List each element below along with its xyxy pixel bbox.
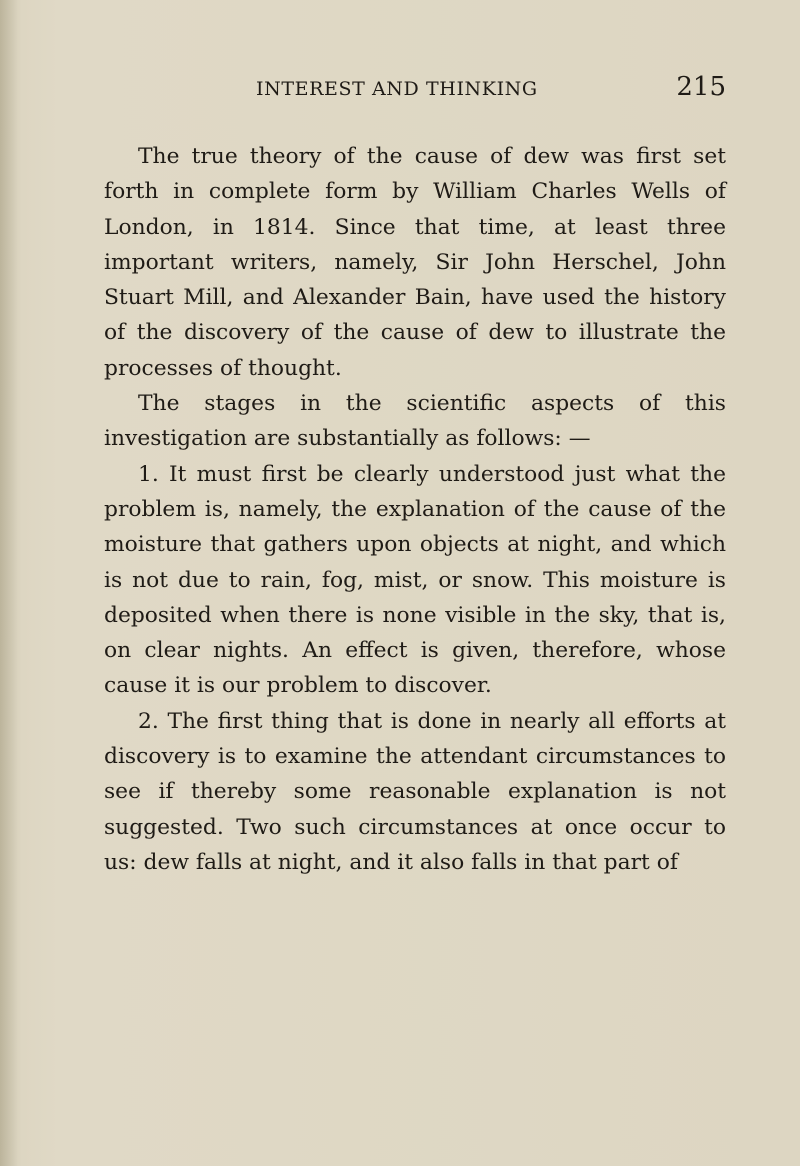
paragraph-step-2: 2. The first thing that is done in nearly all efforts at discovery is to examine the attendant circumstances to see if thereby some reasonable explanation is not suggested. Two such circumstances at once occur to us: dew falls at night, and it also falls in that part of	[104, 708, 726, 875]
paragraph-step-1: 1. It must first be clearly understood just what the problem is, namely, the explanation of the cause of the moisture that gathers upon objects at night, and which is not due to rain, fog, mist, or snow. This moisture is deposited when there is none visible in the sky, that is, on clear nights. An effect is given, therefore, whose cause it is our problem to discover.	[104, 461, 726, 699]
body-text	[104, 139, 726, 880]
paragraph-stages: The stages in the scientific aspects of this investigation are substantially as follows: —	[104, 391, 726, 452]
page-number: 215	[676, 72, 726, 102]
paragraph-dew-theory: The true theory of the cause of dew was first set forth in complete form by William Charles Wells of London, in 1814. Since that time, at least three important writers, namely, Sir John Herschel, John Stuart Mill, and Alexander Bain, have used the history of the discovery of the cause of dew to illustrate the processes of thought.	[104, 144, 726, 381]
running-head	[256, 72, 726, 112]
running-title: INTEREST AND THINKING	[256, 78, 538, 100]
